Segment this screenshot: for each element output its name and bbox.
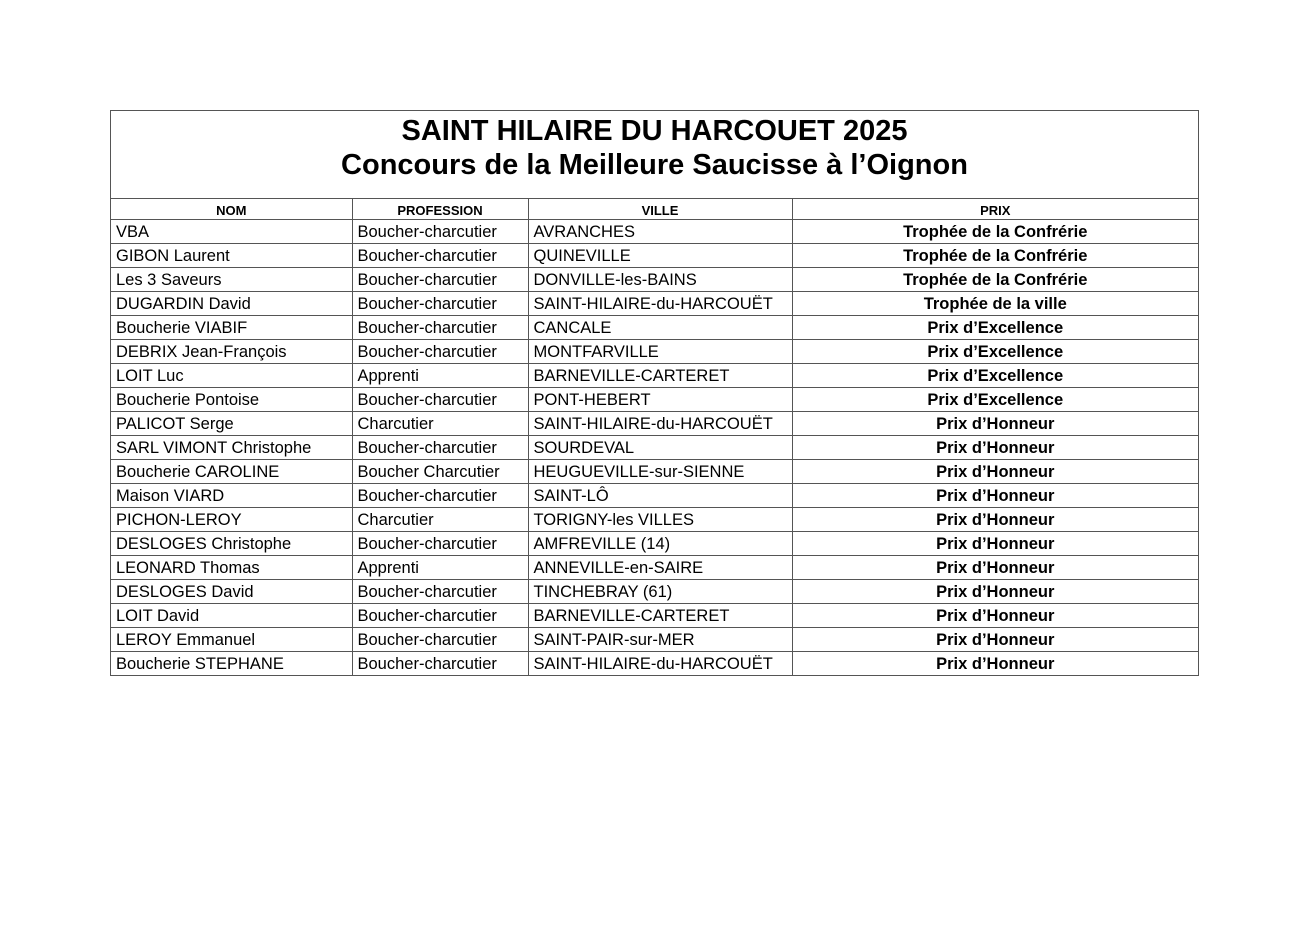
- cell-prix: Prix d’Honneur: [792, 531, 1198, 555]
- table-row: [111, 579, 1198, 603]
- table-row: [111, 339, 1198, 363]
- cell-ville: ANNEVILLE-en-SAIRE: [528, 555, 792, 579]
- results-sheet: [110, 110, 1199, 676]
- cell-nom: LEONARD Thomas: [111, 555, 352, 579]
- table-row: [111, 411, 1198, 435]
- cell-prix: Prix d’Excellence: [792, 315, 1198, 339]
- cell-nom: PALICOT Serge: [111, 411, 352, 435]
- cell-ville: AVRANCHES: [528, 219, 792, 243]
- table-row: [111, 315, 1198, 339]
- cell-nom: SARL VIMONT Christophe: [111, 435, 352, 459]
- table-row: [111, 555, 1198, 579]
- cell-ville: TORIGNY-les VILLES: [528, 507, 792, 531]
- cell-prix: Prix d’Honneur: [792, 507, 1198, 531]
- cell-ville: PONT-HEBERT: [528, 387, 792, 411]
- table-row: [111, 651, 1198, 675]
- cell-prix: Trophée de la Confrérie: [792, 243, 1198, 267]
- document-subtitle: Concours de la Meilleure Saucisse à l’Oignon: [341, 149, 968, 181]
- cell-prix: Prix d’Honneur: [792, 459, 1198, 483]
- cell-prix: Trophée de la ville: [792, 291, 1198, 315]
- cell-profession: Boucher-charcutier: [352, 603, 528, 627]
- column-header-prix: PRIX: [792, 199, 1198, 219]
- cell-profession: Charcutier: [352, 411, 528, 435]
- cell-ville: CANCALE: [528, 315, 792, 339]
- cell-prix: Prix d’Honneur: [792, 483, 1198, 507]
- cell-ville: MONTFARVILLE: [528, 339, 792, 363]
- cell-ville: SAINT-HILAIRE-du-HARCOUËT: [528, 411, 792, 435]
- cell-profession: Boucher Charcutier: [352, 459, 528, 483]
- cell-profession: Boucher-charcutier: [352, 651, 528, 675]
- cell-ville: BARNEVILLE-CARTERET: [528, 603, 792, 627]
- cell-nom: DESLOGES David: [111, 579, 352, 603]
- table-row: [111, 291, 1198, 315]
- cell-ville: HEUGUEVILLE-sur-SIENNE: [528, 459, 792, 483]
- cell-nom: Maison VIARD: [111, 483, 352, 507]
- cell-profession: Apprenti: [352, 363, 528, 387]
- cell-ville: SAINT-LÔ: [528, 483, 792, 507]
- column-header-profession: PROFESSION: [352, 199, 528, 219]
- cell-prix: Prix d’Honneur: [792, 555, 1198, 579]
- cell-prix: Prix d’Honneur: [792, 411, 1198, 435]
- cell-prix: Prix d’Honneur: [792, 579, 1198, 603]
- cell-nom: LOIT David: [111, 603, 352, 627]
- cell-nom: DEBRIX Jean-François: [111, 339, 352, 363]
- cell-profession: Boucher-charcutier: [352, 627, 528, 651]
- cell-profession: Boucher-charcutier: [352, 339, 528, 363]
- cell-prix: Trophée de la Confrérie: [792, 219, 1198, 243]
- cell-nom: GIBON Laurent: [111, 243, 352, 267]
- cell-ville: SAINT-HILAIRE-du-HARCOUËT: [528, 651, 792, 675]
- cell-prix: Trophée de la Confrérie: [792, 267, 1198, 291]
- cell-nom: LOIT Luc: [111, 363, 352, 387]
- cell-profession: Boucher-charcutier: [352, 579, 528, 603]
- table-header-row: [111, 199, 1198, 219]
- cell-prix: Prix d’Honneur: [792, 603, 1198, 627]
- table-row: [111, 435, 1198, 459]
- cell-ville: DONVILLE-les-BAINS: [528, 267, 792, 291]
- column-header-ville: VILLE: [528, 199, 792, 219]
- cell-profession: Boucher-charcutier: [352, 315, 528, 339]
- table-row: [111, 627, 1198, 651]
- table-row: [111, 387, 1198, 411]
- cell-nom: Boucherie Pontoise: [111, 387, 352, 411]
- cell-ville: TINCHEBRAY (61): [528, 579, 792, 603]
- cell-profession: Boucher-charcutier: [352, 243, 528, 267]
- cell-nom: DUGARDIN David: [111, 291, 352, 315]
- document-title: SAINT HILAIRE DU HARCOUET 2025: [401, 115, 908, 147]
- cell-prix: Prix d’Honneur: [936, 655, 1055, 673]
- table-row: [111, 267, 1198, 291]
- cell-ville: BARNEVILLE-CARTERET: [528, 363, 792, 387]
- cell-prix: Prix d’Excellence: [792, 387, 1198, 411]
- table-row: [111, 603, 1198, 627]
- table-row: [111, 219, 1198, 243]
- cell-ville: AMFREVILLE (14): [528, 531, 792, 555]
- cell-prix: Prix d’Honneur: [792, 435, 1198, 459]
- cell-ville: SAINT-HILAIRE-du-HARCOUËT: [528, 291, 792, 315]
- cell-nom: DESLOGES Christophe: [111, 531, 352, 555]
- table-row: [111, 531, 1198, 555]
- cell-profession: Boucher-charcutier: [352, 387, 528, 411]
- table-row: [111, 243, 1198, 267]
- cell-profession: Charcutier: [352, 507, 528, 531]
- cell-ville: SOURDEVAL: [528, 435, 792, 459]
- cell-profession: Boucher-charcutier: [352, 267, 528, 291]
- results-table: [111, 199, 1198, 675]
- cell-profession: Boucher-charcutier: [352, 291, 528, 315]
- cell-profession: Boucher-charcutier: [352, 435, 528, 459]
- cell-nom: LEROY Emmanuel: [111, 627, 352, 651]
- cell-prix: Prix d’Excellence: [792, 339, 1198, 363]
- column-header-nom: NOM: [111, 199, 352, 219]
- cell-nom: Boucherie VIABIF: [111, 315, 352, 339]
- cell-profession: Boucher-charcutier: [352, 531, 528, 555]
- table-row: [111, 459, 1198, 483]
- title-block: [111, 111, 1198, 199]
- cell-ville: QUINEVILLE: [528, 243, 792, 267]
- cell-prix: Prix d’Honneur: [792, 627, 1198, 651]
- cell-nom: PICHON-LEROY: [111, 507, 352, 531]
- cell-nom: Les 3 Saveurs: [111, 267, 352, 291]
- cell-nom: Boucherie STEPHANE: [111, 651, 352, 675]
- cell-profession: Boucher-charcutier: [352, 219, 528, 243]
- cell-prix: Prix d’Excellence: [792, 363, 1198, 387]
- cell-nom: VBA: [111, 219, 352, 243]
- table-row: [111, 507, 1198, 531]
- cell-profession: Boucher-charcutier: [352, 483, 528, 507]
- cell-nom: Boucherie CAROLINE: [111, 459, 352, 483]
- table-row: [111, 363, 1198, 387]
- table-row: [111, 483, 1198, 507]
- cell-profession: Apprenti: [352, 555, 528, 579]
- cell-ville: SAINT-PAIR-sur-MER: [528, 627, 792, 651]
